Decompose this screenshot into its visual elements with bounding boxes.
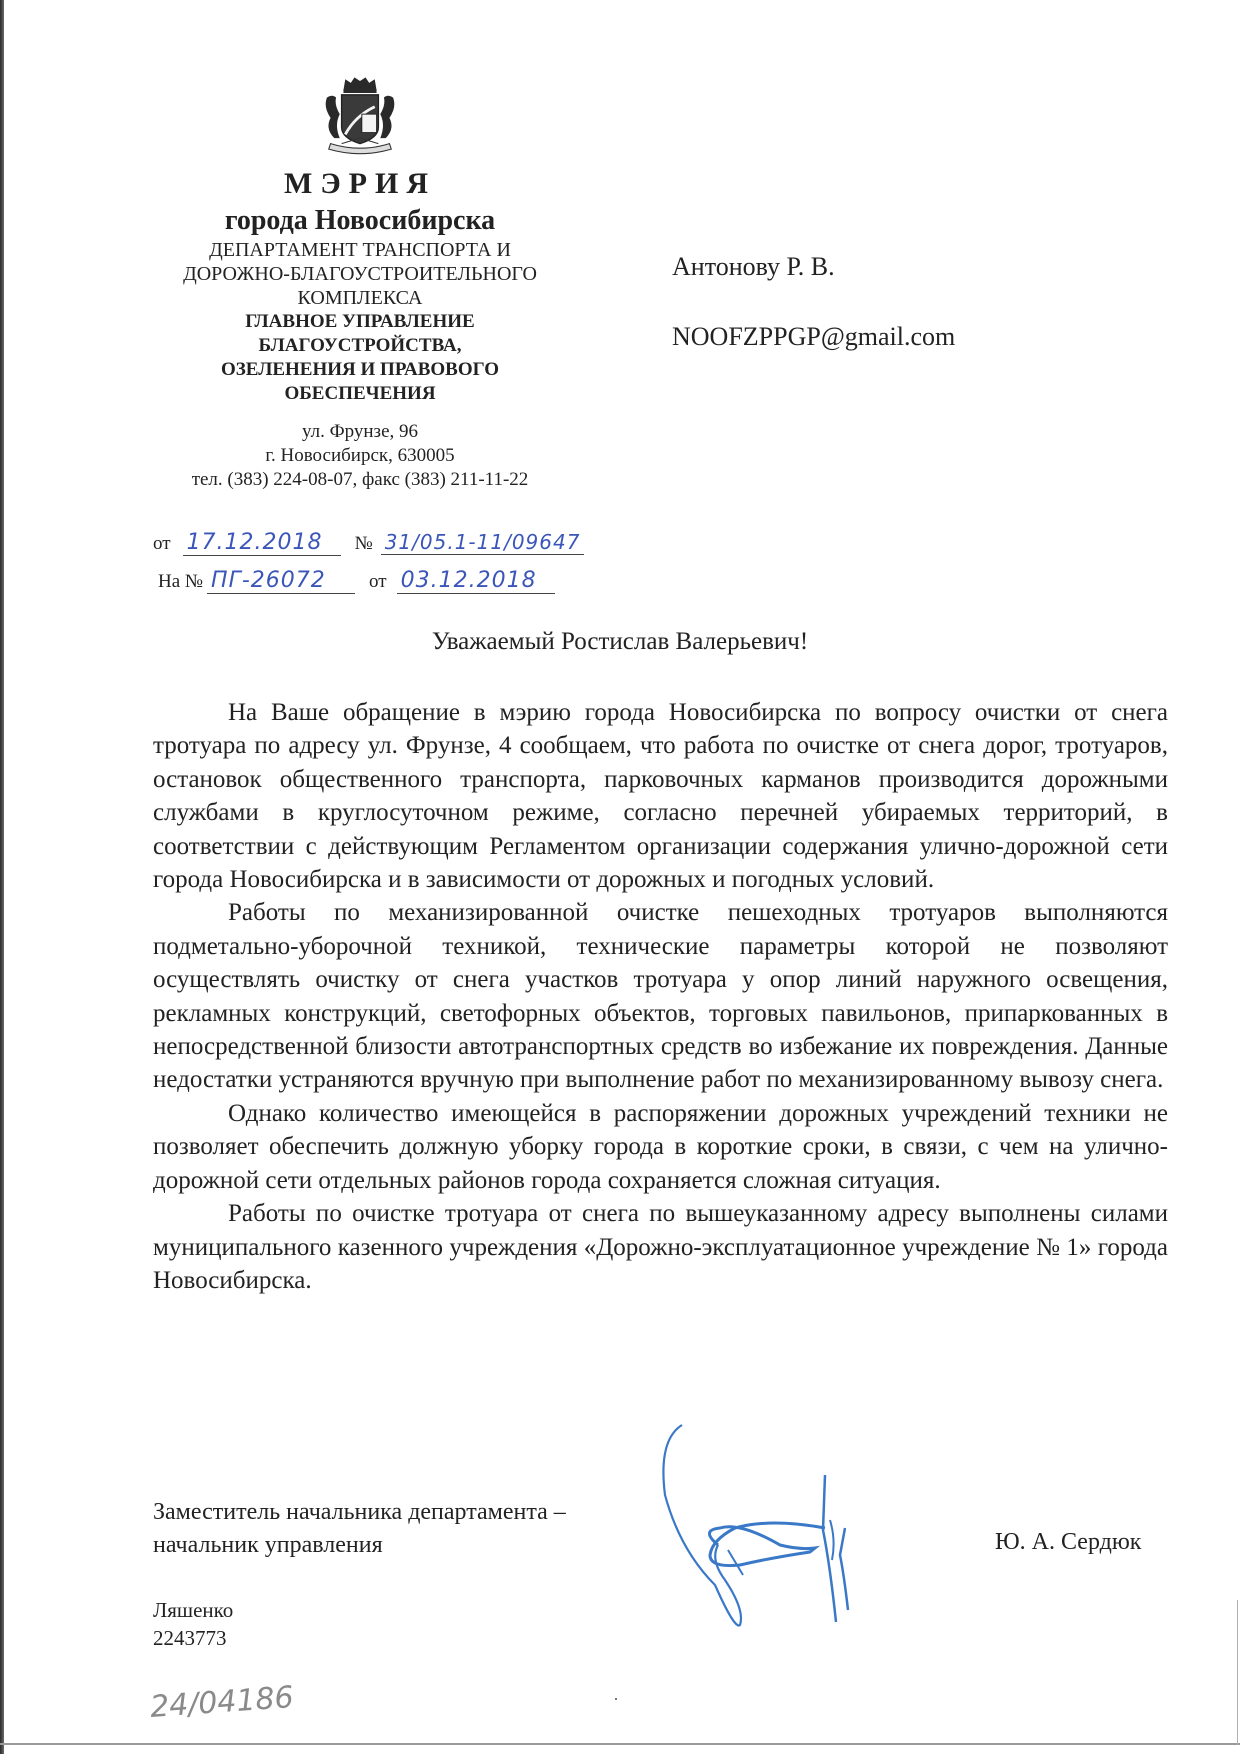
department-line: ДЕПАРТАМЕНТ ТРАНСПОРТА И: [209, 239, 511, 261]
number-label: №: [354, 533, 373, 554]
salutation: Уважаемый Ростислав Валерьевич!: [431, 628, 809, 655]
org-city: города Новосибирска: [224, 205, 496, 236]
handwritten-registration-note: 24/04186: [148, 1680, 295, 1725]
address-phone: тел. (383) 224-08-07, факс (383) 211-11-22: [191, 469, 529, 490]
recipient-email: NOOFZPPGP@gmail.com: [672, 322, 956, 351]
signer-position-line: Заместитель начальника департамента –: [153, 1499, 566, 1525]
outgoing-registration: [153, 530, 584, 556]
scan-edge-bottom: [0, 1743, 1240, 1745]
letter-body: [153, 696, 1168, 1297]
reply-to-number: ПГ-26072: [207, 568, 355, 594]
scan-speck: [615, 1698, 617, 1700]
department-line: КОМПЛЕКСА: [297, 287, 423, 309]
body-paragraph: Однако количество имеющейся в распоряжении дорожных учреждений техники не позволяет обеспечить должную уборку города в короткие сроки, в связи, с чем на улично-дорожной сети отдельных районов города сохраняется сложная ситуация.: [153, 1099, 1168, 1194]
handwritten-signature-icon: [640, 1400, 880, 1640]
signer-position-line: начальник управления: [153, 1532, 383, 1558]
executor-block: [153, 1596, 233, 1652]
coat-of-arms-icon: [314, 70, 406, 162]
recipient-name: Антонову Р. В.: [672, 252, 835, 281]
signer-position: [153, 1496, 566, 1562]
date-label: от: [153, 533, 171, 554]
executor-name: Ляшенко: [153, 1598, 234, 1622]
scan-edge-left: [0, 0, 4, 1754]
body-paragraph: Работы по очистке тротуара от снега по вышеуказанному адресу выполнены силами муниципального казенного учреждения «Дорожно-эксплуатационное учреждение № 1» города Новосибирска.: [153, 1200, 1168, 1294]
scan-edge-right: [1237, 1600, 1238, 1745]
address-block: [140, 420, 580, 492]
incoming-registration: [158, 568, 555, 594]
letterhead: [140, 70, 580, 492]
body-paragraph: Работы по механизированной очистке пешеходных тротуаров выполняются подметально-уборочной техникой, технические параметры которой не позволяют осуществлять очистку от снега участков тротуара у опор линий наружного освещения, рекламных конструкций, светофорных объектов, торговых павильонов, припаркованных в непосредственной близости автотранспортных средств во избежание их повреждения. Данные недостатки устраняются вручную при выполнение работ по механизированному вывозу снега.: [153, 899, 1168, 1094]
management-line: БЛАГОУСТРОЙСТВА,: [258, 335, 462, 356]
executor-phone: 2243773: [153, 1626, 227, 1650]
address-city: г. Новосибирск, 630005: [265, 445, 455, 466]
department-line: ДОРОЖНО-БЛАГОУСТРОИТЕЛЬНОГО: [183, 263, 537, 285]
org-title: МЭРИЯ: [284, 167, 436, 200]
management-line: ОЗЕЛЕНЕНИЯ И ПРАВОВОГО: [220, 359, 500, 380]
management-line: ОБЕСПЕЧЕНИЯ: [284, 383, 436, 404]
outgoing-number: 31/05.1-11/09647: [381, 530, 585, 555]
reply-to-label: На №: [158, 571, 204, 592]
signer-name: Ю. А. Сердюк: [995, 1529, 1142, 1555]
reply-date-label: от: [369, 571, 387, 592]
reply-date: 03.12.2018: [397, 568, 555, 594]
management-line: ГЛАВНОЕ УПРАВЛЕНИЕ: [245, 311, 475, 332]
address-street: ул. Фрунзе, 96: [301, 421, 418, 442]
body-paragraph: На Ваше обращение в мэрию города Новосибирска по вопросу очистки от снега тротуара по адресу ул. Фрунзе, 4 сообщаем, что работа по очистке от снега дорог, тротуаров, остановок общественного транспорта, парковочных карманов производится дорожными службами в круглосуточном режиме, согласно перечней убираемых территорий, в соответствии с действующим Регламентом организации содержания улично-дорожной сети города Новосибирска и в зависимости от дорожных и погодных условий.: [153, 699, 1168, 894]
outgoing-date: 17.12.2018: [183, 530, 341, 556]
